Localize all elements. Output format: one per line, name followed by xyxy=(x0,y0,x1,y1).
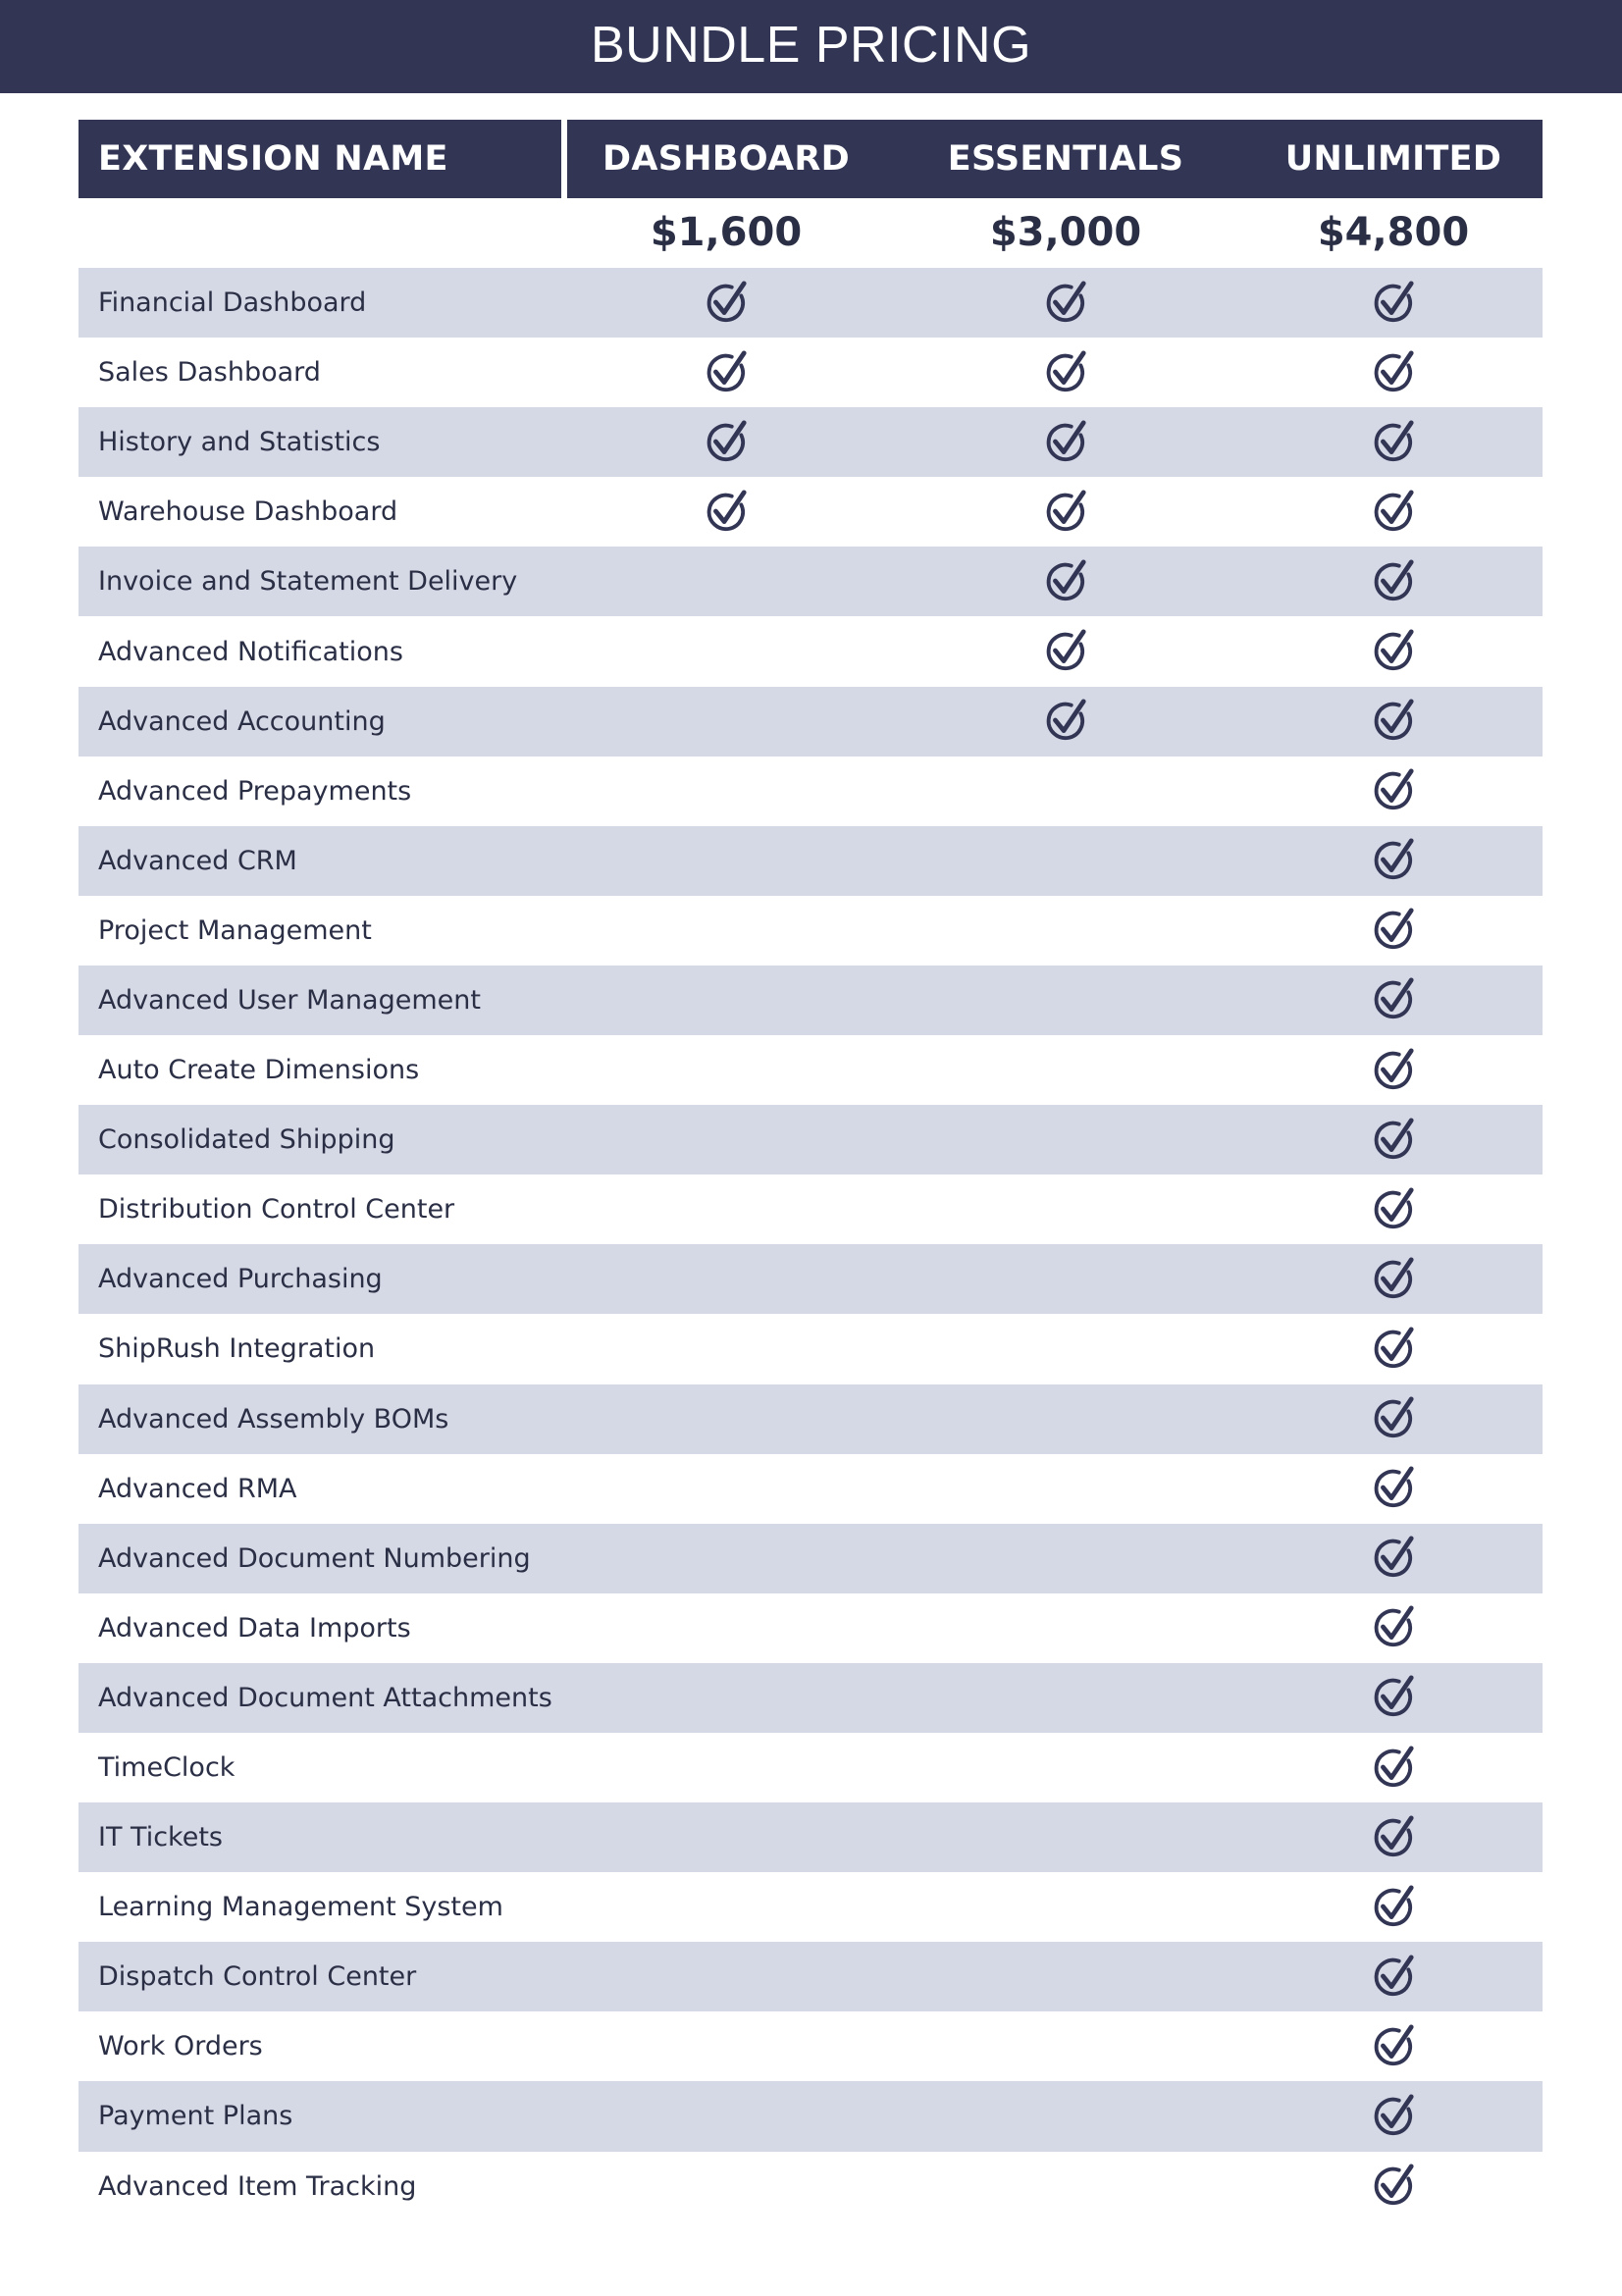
included-unlimited xyxy=(1364,1174,1423,1244)
extension-name: Warehouse Dashboard xyxy=(98,496,398,528)
extension-name: Advanced CRM xyxy=(98,845,297,876)
included-unlimited xyxy=(1364,965,1423,1035)
extension-name: Advanced Document Attachments xyxy=(98,1682,552,1713)
circled-check-icon xyxy=(1371,1815,1416,1860)
page-title: BUNDLE PRICING xyxy=(0,0,1622,93)
circled-check-icon xyxy=(1371,977,1416,1022)
included-dashboard xyxy=(697,407,756,477)
extension-name: Learning Management System xyxy=(98,1892,503,1923)
circled-check-icon xyxy=(1371,699,1416,744)
table-row xyxy=(78,1802,1543,1872)
extension-name: Consolidated Shipping xyxy=(98,1124,395,1156)
circled-check-icon xyxy=(1371,1466,1416,1511)
extension-name: Project Management xyxy=(98,914,372,946)
included-unlimited xyxy=(1364,687,1423,757)
extension-name: Auto Create Dimensions xyxy=(98,1055,420,1086)
included-unlimited xyxy=(1364,1663,1423,1733)
included-unlimited xyxy=(1364,826,1423,896)
extension-name: Dispatch Control Center xyxy=(98,1961,417,1993)
table-row xyxy=(78,477,1543,547)
circled-check-icon xyxy=(1371,1746,1416,1791)
circled-check-icon xyxy=(1371,1048,1416,1093)
circled-check-icon xyxy=(1371,1327,1416,1372)
circled-check-icon xyxy=(1043,490,1088,535)
circled-check-icon xyxy=(1371,838,1416,883)
included-unlimited xyxy=(1364,338,1423,407)
included-essentials xyxy=(1036,547,1095,616)
extension-name: Sales Dashboard xyxy=(98,357,321,389)
extension-name: IT Tickets xyxy=(98,1822,223,1853)
included-unlimited xyxy=(1364,1733,1423,1802)
table-row xyxy=(78,1942,1543,2011)
included-unlimited xyxy=(1364,1105,1423,1174)
pricing-table xyxy=(78,120,1543,2221)
included-unlimited xyxy=(1364,1454,1423,1524)
extension-name: History and Statistics xyxy=(98,427,381,458)
table-row xyxy=(78,2011,1543,2081)
table-row xyxy=(78,1872,1543,1942)
included-unlimited xyxy=(1364,477,1423,547)
circled-check-icon xyxy=(1043,281,1088,326)
included-unlimited xyxy=(1364,2152,1423,2221)
extension-name: Payment Plans xyxy=(98,2101,293,2132)
included-dashboard xyxy=(697,268,756,338)
included-unlimited xyxy=(1364,547,1423,616)
extension-name: Advanced User Management xyxy=(98,984,481,1016)
circled-check-icon xyxy=(1371,559,1416,604)
circled-check-icon xyxy=(1371,490,1416,535)
price-essentials: $3,000 xyxy=(989,210,1142,255)
table-row xyxy=(78,2081,1543,2151)
circled-check-icon xyxy=(1371,1675,1416,1720)
included-essentials xyxy=(1036,616,1095,686)
circled-check-icon xyxy=(1371,1118,1416,1163)
table-row xyxy=(78,2152,1543,2221)
circled-check-icon xyxy=(1043,629,1088,674)
circled-check-icon xyxy=(1371,1885,1416,1930)
included-dashboard xyxy=(697,477,756,547)
circled-check-icon xyxy=(1371,908,1416,953)
table-row xyxy=(78,1733,1543,1802)
circled-check-icon xyxy=(1371,1536,1416,1581)
circled-check-icon xyxy=(704,281,749,326)
included-unlimited xyxy=(1364,2011,1423,2081)
circled-check-icon xyxy=(1371,1955,1416,2000)
tier-header-essentials: ESSENTIALS xyxy=(947,139,1184,179)
extension-name: Financial Dashboard xyxy=(98,287,367,319)
included-unlimited xyxy=(1364,268,1423,338)
extension-name: Advanced Notifications xyxy=(98,636,403,667)
price-unlimited: $4,800 xyxy=(1317,210,1470,255)
included-essentials xyxy=(1036,407,1095,477)
price-row xyxy=(78,198,1543,268)
included-unlimited xyxy=(1364,1314,1423,1383)
table-row xyxy=(78,407,1543,477)
tier-header-dashboard: DASHBOARD xyxy=(602,139,850,179)
extension-name: Advanced Item Tracking xyxy=(98,2170,417,2202)
table-row xyxy=(78,1663,1543,1733)
extension-name: ShipRush Integration xyxy=(98,1333,376,1365)
tier-header-unlimited: UNLIMITED xyxy=(1284,139,1502,179)
table-row xyxy=(78,1454,1543,1524)
table-row xyxy=(78,896,1543,965)
included-unlimited xyxy=(1364,1872,1423,1942)
extension-name: TimeClock xyxy=(98,1752,235,1784)
circled-check-icon xyxy=(1371,350,1416,395)
table-row xyxy=(78,826,1543,896)
circled-check-icon xyxy=(1371,2094,1416,2139)
circled-check-icon xyxy=(1043,699,1088,744)
extension-name: Invoice and Statement Delivery xyxy=(98,566,518,598)
price-dashboard: $1,600 xyxy=(650,210,803,255)
table-row xyxy=(78,1035,1543,1105)
circled-check-icon xyxy=(1371,420,1416,465)
included-unlimited xyxy=(1364,1035,1423,1105)
included-unlimited xyxy=(1364,1593,1423,1663)
included-unlimited xyxy=(1364,1524,1423,1593)
extension-name: Advanced Purchasing xyxy=(98,1264,383,1295)
included-unlimited xyxy=(1364,1802,1423,1872)
table-row xyxy=(78,687,1543,757)
extension-name: Advanced RMA xyxy=(98,1473,297,1504)
extension-name: Advanced Data Imports xyxy=(98,1612,411,1644)
table-row xyxy=(78,1244,1543,1314)
circled-check-icon xyxy=(704,420,749,465)
extension-name: Advanced Accounting xyxy=(98,705,386,737)
included-unlimited xyxy=(1364,896,1423,965)
extension-name: Advanced Assembly BOMs xyxy=(98,1403,449,1435)
table-row xyxy=(78,547,1543,616)
included-unlimited xyxy=(1364,616,1423,686)
feature-rows xyxy=(78,268,1543,2221)
table-row xyxy=(78,338,1543,407)
table-row xyxy=(78,965,1543,1035)
included-essentials xyxy=(1036,338,1095,407)
circled-check-icon xyxy=(1371,2024,1416,2069)
included-essentials xyxy=(1036,268,1095,338)
included-essentials xyxy=(1036,477,1095,547)
extension-name: Work Orders xyxy=(98,2031,263,2062)
circled-check-icon xyxy=(1371,1396,1416,1441)
circled-check-icon xyxy=(1043,559,1088,604)
table-row xyxy=(78,616,1543,686)
table-row xyxy=(78,757,1543,826)
included-unlimited xyxy=(1364,1244,1423,1314)
table-row xyxy=(78,1174,1543,1244)
included-unlimited xyxy=(1364,1942,1423,2011)
circled-check-icon xyxy=(1043,420,1088,465)
circled-check-icon xyxy=(1371,1187,1416,1232)
circled-check-icon xyxy=(1371,629,1416,674)
extension-name: Advanced Document Numbering xyxy=(98,1542,531,1574)
included-dashboard xyxy=(697,338,756,407)
circled-check-icon xyxy=(704,490,749,535)
table-row xyxy=(78,1524,1543,1593)
circled-check-icon xyxy=(1043,350,1088,395)
circled-check-icon xyxy=(1371,281,1416,326)
included-unlimited xyxy=(1364,1384,1423,1454)
included-unlimited xyxy=(1364,2081,1423,2151)
table-row xyxy=(78,1314,1543,1383)
circled-check-icon xyxy=(1371,768,1416,813)
circled-check-icon xyxy=(1371,1257,1416,1302)
included-essentials xyxy=(1036,687,1095,757)
table-row xyxy=(78,268,1543,338)
table-row xyxy=(78,1593,1543,1663)
circled-check-icon xyxy=(704,350,749,395)
table-header xyxy=(78,120,1543,198)
circled-check-icon xyxy=(1371,1605,1416,1650)
table-row xyxy=(78,1384,1543,1454)
extension-name: Distribution Control Center xyxy=(98,1194,455,1226)
table-row xyxy=(78,1105,1543,1174)
extension-name-header: EXTENSION NAME xyxy=(78,120,561,198)
included-unlimited xyxy=(1364,407,1423,477)
included-unlimited xyxy=(1364,757,1423,826)
extension-name: Advanced Prepayments xyxy=(98,775,412,807)
circled-check-icon xyxy=(1371,2164,1416,2209)
